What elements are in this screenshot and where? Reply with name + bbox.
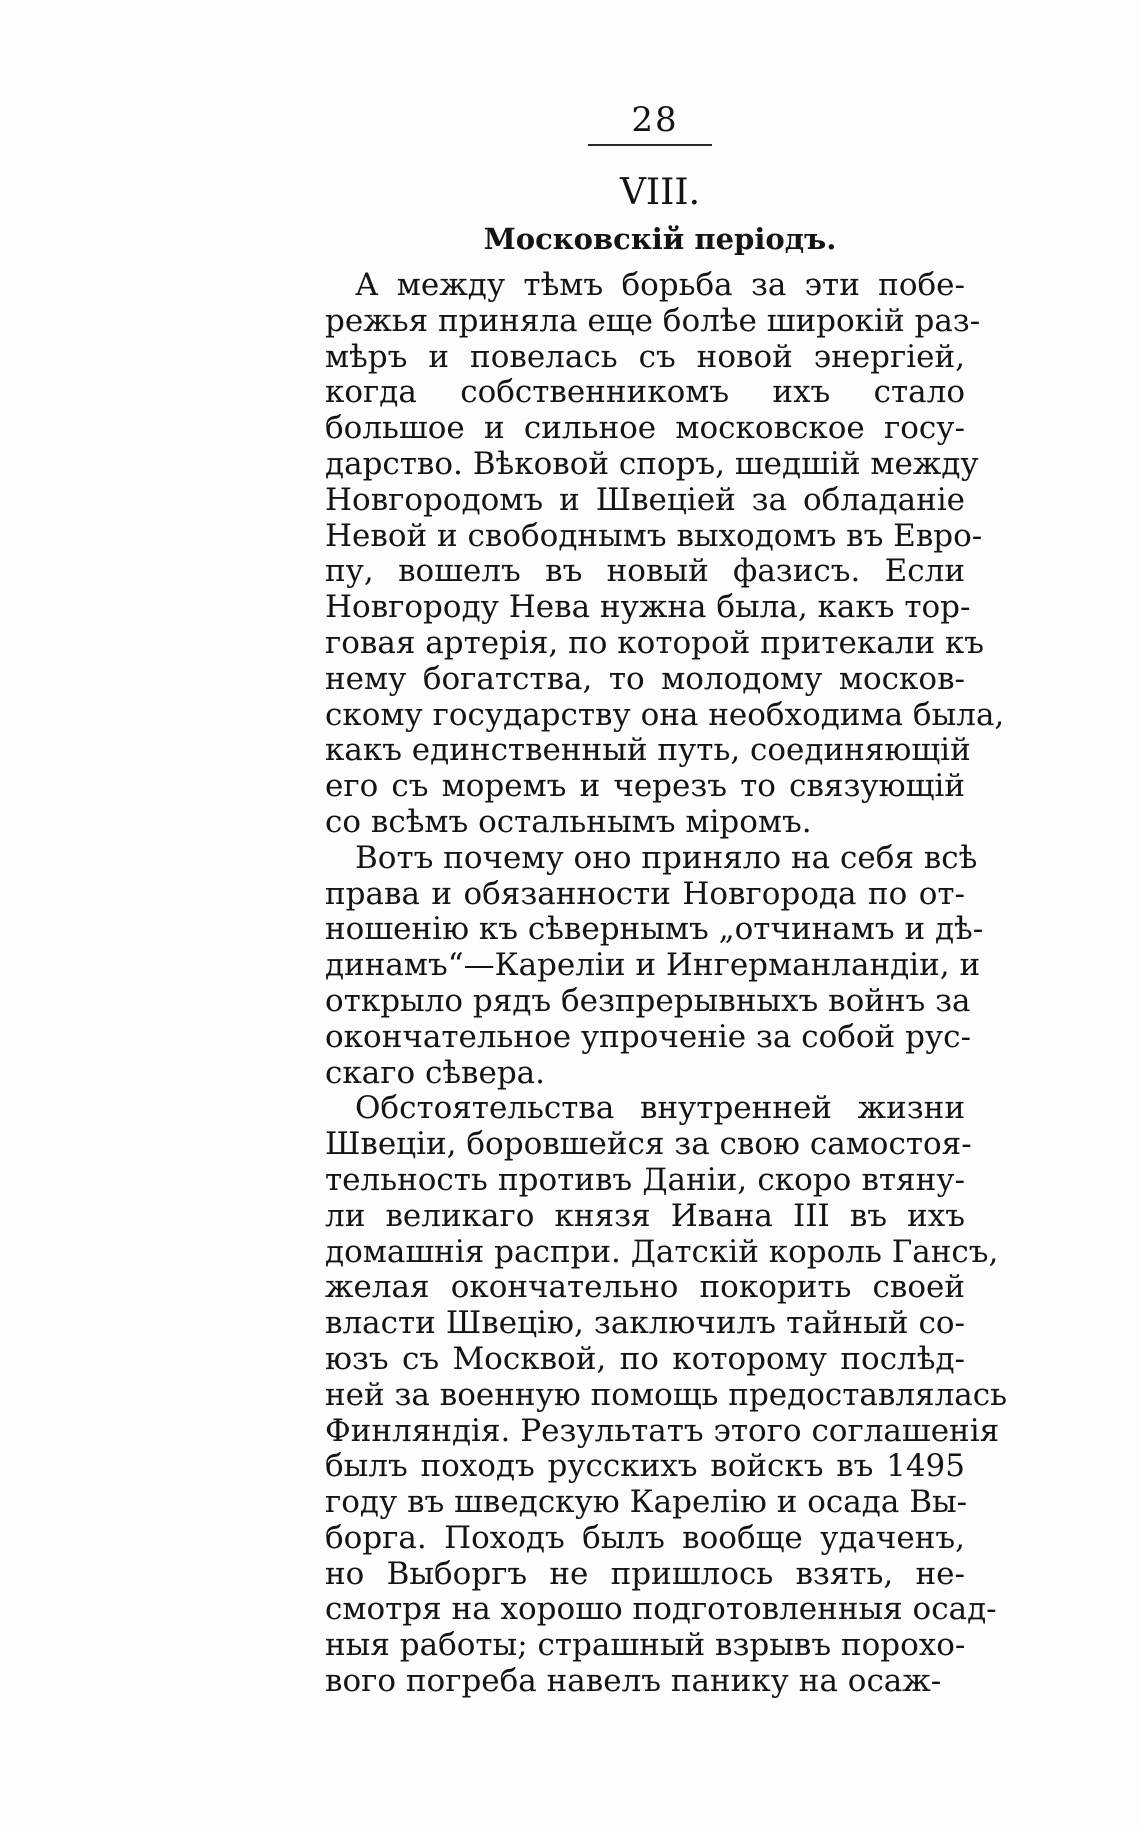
- text-line: динамъ“—Кареліи и Ингерманландіи, и: [325, 947, 981, 984]
- text-line: когда собственникомъ ихъ стало: [325, 374, 965, 411]
- body-text: [325, 267, 1007, 1700]
- text-line: юзъ съ Москвой, по которому послѣд-: [325, 1340, 965, 1377]
- paragraph: [325, 1090, 1007, 1700]
- text-line: со всѣмъ остальнымъ міромъ.: [325, 803, 812, 840]
- text-line: Обстоятельства внутренней жизни: [355, 1090, 965, 1127]
- text-line: вого погреба навелъ панику на осаж-: [325, 1663, 942, 1700]
- text-line: домашнія распри. Датскій король Гансъ,: [325, 1233, 999, 1270]
- text-line: пу, вошелъ въ новый фазисъ. Если: [325, 553, 965, 590]
- text-line: нему богатства, то молодому москов-: [325, 660, 965, 697]
- text-line: борга. Походъ былъ вообще удаченъ,: [325, 1519, 965, 1556]
- text-line: режья приняла еще болѣе широкій раз-: [325, 302, 981, 339]
- text-line: говая артерія, по которой притекали къ: [325, 624, 984, 661]
- text-line: открыло рядъ безпрерывныхъ войнъ за: [325, 982, 971, 1019]
- paragraph: [325, 839, 984, 1092]
- text-line: Невой и свободнымъ выходомъ въ Евро-: [325, 517, 983, 554]
- text-line: Новгородомъ и Швеціей за обладаніе: [325, 481, 965, 518]
- text-line: права и обязанности Новгорода по от-: [325, 875, 965, 912]
- text-line: желая окончательно покорить своей: [325, 1269, 965, 1306]
- paragraph: [325, 267, 1005, 841]
- text-line: году въ шведскую Карелію и осада Вы-: [325, 1484, 968, 1521]
- text-line: Новгороду Нева нужна была, какъ тор-: [325, 589, 971, 626]
- text-line: скому государству она необходима была,: [325, 696, 1005, 733]
- text-line: ныя работы; страшный взрывъ порохо-: [325, 1627, 966, 1664]
- text-line: власти Швецію, заключилъ тайный со-: [325, 1305, 965, 1342]
- text-line: скаго сѣвера.: [325, 1054, 546, 1091]
- text-line: ношенію къ сѣвернымъ „отчинамъ и дѣ-: [325, 911, 984, 948]
- text-line: окончательное упроченіе за собой рус-: [325, 1018, 971, 1055]
- text-line: его съ моремъ и черезъ то связующій: [325, 768, 965, 805]
- text-line: какъ единственный путь, соединяющій: [325, 732, 971, 769]
- page-number-rule: [588, 144, 712, 146]
- text-line: большое и сильное московское госу-: [325, 410, 965, 447]
- text-line: былъ походъ русскихъ войскъ въ 1495: [325, 1448, 965, 1485]
- page-number: 28: [631, 100, 679, 140]
- text-line: А между тѣмъ борьба за эти побе-: [355, 267, 965, 303]
- chapter-number: VIII.: [619, 172, 701, 213]
- text-line: тельность противъ Даніи, скоро втяну-: [325, 1161, 965, 1198]
- text-line: Швеціи, боровшейся за свою самостоя-: [325, 1126, 972, 1163]
- text-line: но Выборгъ не пришлось взять, не-: [325, 1555, 965, 1592]
- chapter-title: Московскій періодъ.: [483, 222, 837, 256]
- text-line: ней за военную помощь предоставлялась: [325, 1376, 1007, 1413]
- text-line: Вотъ почему оно приняло на себя всѣ: [355, 839, 978, 876]
- text-line: ли великаго князя Ивана III въ ихъ: [325, 1197, 965, 1234]
- text-line: мѣръ и повелась съ новой энергіей,: [325, 338, 965, 375]
- text-line: дарство. Вѣковой споръ, шедшій между: [325, 445, 979, 482]
- text-line: смотря на хорошо подготовленныя осад-: [325, 1591, 997, 1628]
- text-line: Финляндія. Результатъ этого соглашенія: [325, 1412, 1000, 1449]
